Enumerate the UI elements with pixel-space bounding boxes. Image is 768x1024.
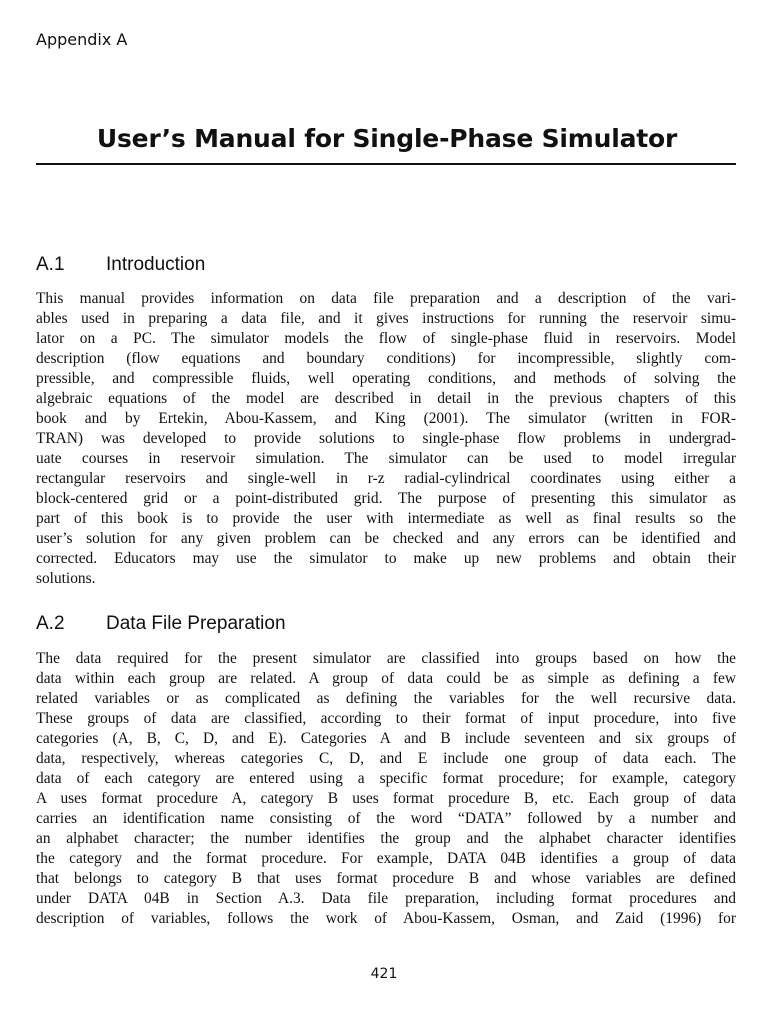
page-number: 421: [370, 966, 398, 982]
text-line: solutions.: [36, 570, 96, 587]
text-line: the category and the format procedure. For example, DATA 04B identifies a group of data: [36, 850, 736, 867]
text-line: description (flow equations and boundary conditions) for incompressible, slightly com-: [36, 350, 736, 367]
text-line: description of variables, follows the work of Abou-Kassem, Osman, and Zaid (1996) for: [36, 910, 736, 927]
section-title: Introduction: [106, 254, 206, 275]
text-line: data of each category are entered using a specific format procedure; for example, category: [36, 770, 736, 787]
title-rule: [36, 163, 736, 165]
text-line: an alphabet character; the number identifies the group and the alphabet character identifies: [36, 830, 736, 847]
data-file-preparation-paragraph: [36, 649, 736, 929]
text-line: carries an identification name consisting of the word “DATA” followed by a number and: [36, 810, 736, 827]
text-line: corrected. Educators may use the simulator to make up new problems and obtain their: [36, 550, 736, 567]
text-line: user’s solution for any given problem can be checked and any errors can be identified and: [36, 530, 736, 547]
section-number: A.1: [36, 254, 65, 275]
text-line: block-centered grid or a point-distributed grid. The purpose of presenting this simulator as: [36, 490, 736, 507]
text-line: These groups of data are classified, according to their format of input procedure, into five: [36, 710, 736, 727]
text-line: The data required for the present simulator are classified into groups based on how the: [36, 650, 736, 667]
text-line: uate courses in reservoir simulation. The simulator can be used to model irregular: [36, 450, 736, 467]
text-line: under DATA 04B in Section A.3. Data file preparation, including format procedures and: [36, 890, 736, 907]
text-line: related variables or as complicated as defining the variables for the well recursive data.: [36, 690, 736, 707]
text-line: lator on a PC. The simulator models the flow of single-phase fluid in reservoirs. Model: [36, 330, 736, 347]
text-line: categories (A, B, C, D, and E). Categories A and B include seventeen and six groups of: [36, 730, 736, 747]
section-number: A.2: [36, 613, 65, 634]
text-line: part of this book is to provide the user with intermediate as well as final results so the: [36, 510, 736, 527]
section-heading-introduction: [36, 254, 205, 276]
running-head: Appendix A: [36, 30, 128, 49]
text-line: rectangular reservoirs and single-well in r-z radial-cylindrical coordinates using either a: [36, 470, 736, 487]
text-line: A uses format procedure A, category B uses format procedure B, etc. Each group of data: [36, 790, 736, 807]
text-line: data within each group are related. A group of data could be as simple as defining a few: [36, 670, 736, 687]
section-title: Data File Preparation: [106, 613, 286, 634]
text-line: algebraic equations of the model are described in detail in the previous chapters of this: [36, 390, 736, 407]
chapter-title: User’s Manual for Single-Phase Simulator: [96, 124, 678, 153]
text-line: TRAN) was developed to provide solutions to single-phase flow problems in undergrad-: [36, 430, 736, 447]
text-line: ables used in preparing a data file, and it gives instructions for running the reservoir simu-: [36, 310, 736, 327]
text-line: pressible, and compressible fluids, well operating conditions, and methods of solving the: [36, 370, 736, 387]
text-line: book and by Ertekin, Abou-Kassem, and King (2001). The simulator (written in FOR-: [36, 410, 736, 427]
text-line: data, respectively, whereas categories C, D, and E include one group of data each. The: [36, 750, 736, 767]
introduction-paragraph: [36, 289, 736, 589]
text-line: that belongs to category B that uses format procedure B and whose variables are defined: [36, 870, 736, 887]
section-heading-data-file-preparation: [36, 613, 286, 635]
text-line: This manual provides information on data file preparation and a description of the vari-: [36, 290, 736, 307]
